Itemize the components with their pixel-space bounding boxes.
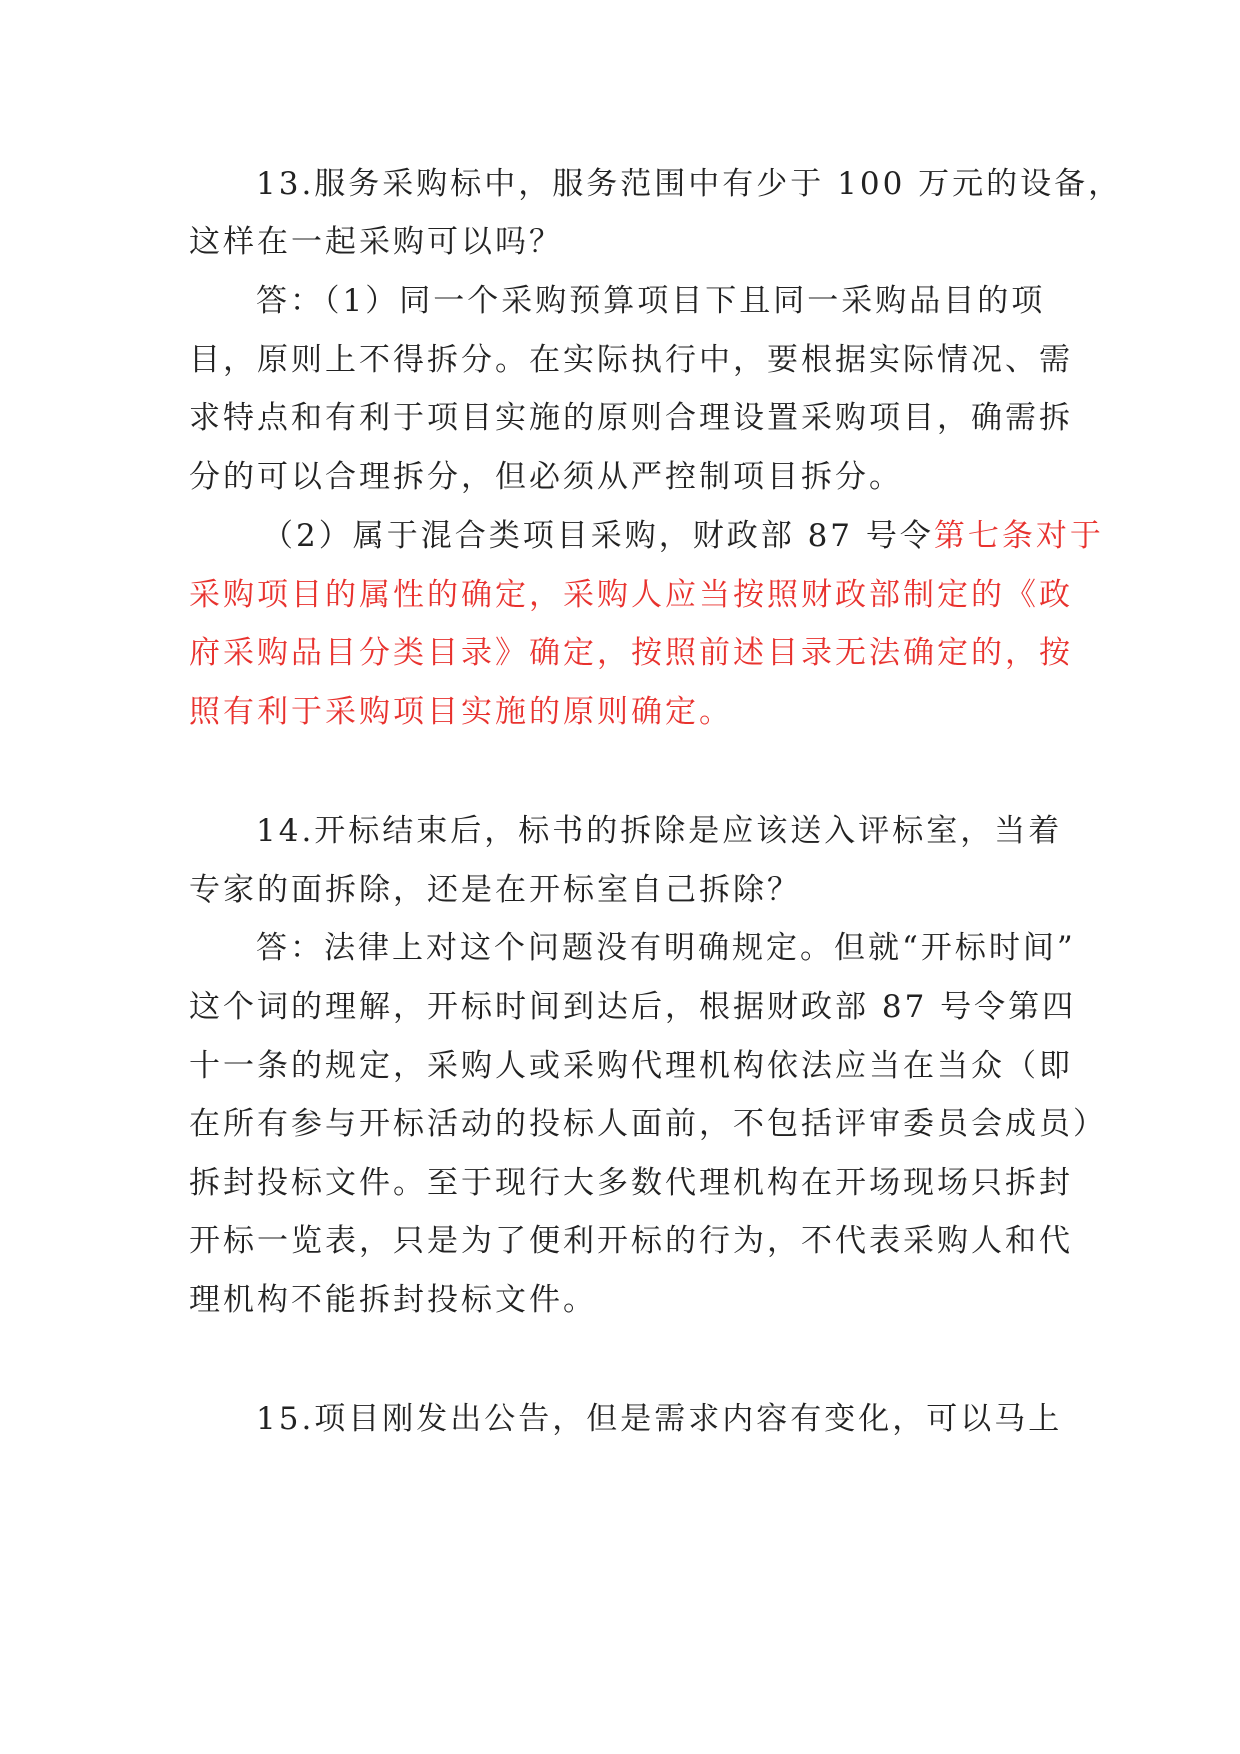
q14-answer-line-3: 十一条的规定，采购人或采购代理机构依法应当在当众（即 — [189, 1048, 1073, 1084]
q13-answer-1-line-1: 答：（1）同一个采购预算项目下且同一采购品目的项 — [256, 283, 1046, 319]
q14-question-line-2: 专家的面拆除，还是在开标室自己拆除？ — [189, 872, 801, 908]
q13-answer-2-line-1-text: （2）属于混合类项目采购，财政部 87 号令 — [262, 518, 934, 554]
q13-question-line-2: 这样在一起采购可以吗？ — [189, 224, 563, 260]
q13-answer-2-line-1 — [262, 506, 1142, 566]
q14-answer-line-2: 这个词的理解，开标时间到达后，根据财政部 87 号令第四 — [189, 989, 1077, 1025]
q13-answer-2-line-1-highlight: 第七条对于 — [933, 518, 1104, 554]
q13-answer-2-line-2: 采购项目的属性的确定，采购人应当按照财政部制定的《政 — [189, 577, 1073, 613]
q14-answer-line-7: 理机构不能拆封投标文件。 — [189, 1282, 597, 1318]
q14-question-line-1: 14.开标结束后，标书的拆除是应该送入评标室，当着 — [256, 813, 1063, 849]
q13-answer-1-line-3: 求特点和有利于项目实施的原则合理设置采购项目，确需拆 — [189, 400, 1073, 436]
q14-answer-line-1: 答：法律上对这个问题没有明确规定。但就“开标时间” — [256, 930, 1076, 966]
q14-answer-line-5: 拆封投标文件。至于现行大多数代理机构在开场现场只拆封 — [189, 1165, 1073, 1201]
q13-answer-2-line-4: 照有利于采购项目实施的原则确定。 — [189, 694, 733, 730]
q14-answer-line-4: 在所有参与开标活动的投标人面前，不包括评审委员会成员） — [189, 1106, 1107, 1142]
q13-answer-2-line-3: 府采购品目分类目录》确定，按照前述目录无法确定的，按 — [189, 635, 1073, 671]
q13-answer-1-line-2: 目，原则上不得拆分。在实际执行中，要根据实际情况、需 — [189, 342, 1073, 378]
q14-answer-line-6: 开标一览表，只是为了便利开标的行为，不代表采购人和代 — [189, 1223, 1073, 1259]
q13-question-line-1: 13.服务采购标中，服务范围中有少于 100 万元的设备， — [256, 166, 1123, 202]
q13-answer-1-line-4: 分的可以合理拆分，但必须从严控制项目拆分。 — [189, 459, 903, 495]
q15-question-line-1: 15.项目刚发出公告，但是需求内容有变化，可以马上 — [256, 1401, 1063, 1437]
